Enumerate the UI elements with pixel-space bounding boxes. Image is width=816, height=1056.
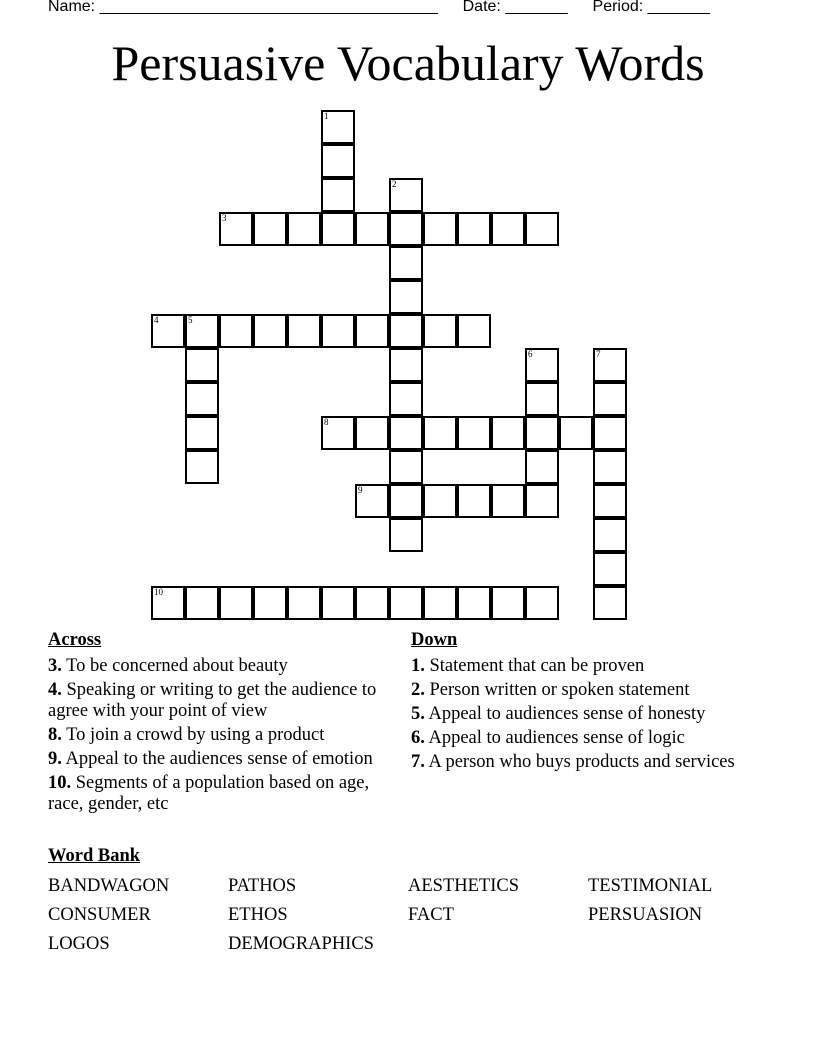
crossword-cell[interactable]	[525, 382, 559, 416]
crossword-cell[interactable]	[389, 280, 423, 314]
page-title: Persuasive Vocabulary Words	[111, 35, 705, 91]
crossword-cell[interactable]	[457, 586, 491, 620]
clue-text: Appeal to audiences sense of logic	[428, 728, 685, 748]
word-bank-item: BANDWAGON	[48, 876, 170, 896]
crossword-cell[interactable]	[355, 314, 389, 348]
cell-clue-number: 1	[324, 111, 329, 121]
crossword-cell[interactable]	[593, 484, 627, 518]
crossword-cell[interactable]	[457, 484, 491, 518]
crossword-cell[interactable]	[559, 416, 593, 450]
crossword-cell[interactable]	[355, 416, 389, 450]
period-field-label: Period: _______	[592, 0, 710, 15]
down-clues	[411, 630, 741, 776]
crossword-cell[interactable]	[525, 586, 559, 620]
clue-number: 6.	[411, 728, 425, 748]
crossword-cell[interactable]	[593, 348, 627, 382]
crossword-cell[interactable]	[185, 348, 219, 382]
clue-text: To join a crowd by using a product	[66, 725, 325, 745]
cell-clue-number: 7	[596, 349, 601, 359]
across-clues	[48, 630, 406, 818]
crossword-cell[interactable]	[185, 382, 219, 416]
crossword-cell[interactable]	[355, 586, 389, 620]
clue-number: 9.	[48, 749, 62, 769]
clue-number: 7.	[411, 752, 425, 772]
crossword-cell[interactable]	[287, 212, 321, 246]
crossword-cell[interactable]	[525, 484, 559, 518]
crossword-cell[interactable]	[593, 450, 627, 484]
down-heading: Down	[411, 630, 458, 650]
crossword-cell[interactable]	[321, 178, 355, 212]
cell-clue-number: 10	[154, 587, 163, 597]
across-clue	[48, 773, 406, 815]
crossword-cell[interactable]	[389, 586, 423, 620]
crossword-cell[interactable]	[185, 416, 219, 450]
crossword-cell[interactable]	[593, 518, 627, 552]
crossword-cell[interactable]	[287, 586, 321, 620]
word-bank-item: TESTIMONIAL	[588, 876, 713, 896]
down-clue	[411, 704, 741, 725]
down-clue	[411, 728, 741, 749]
word-bank-item: FACT	[408, 905, 454, 925]
crossword-cell[interactable]	[525, 450, 559, 484]
crossword-cell[interactable]	[253, 586, 287, 620]
crossword-cell[interactable]	[185, 450, 219, 484]
cell-clue-number: 3	[222, 213, 227, 223]
cell-clue-number: 4	[154, 315, 159, 325]
word-bank-item: DEMOGRAPHICS	[228, 934, 374, 954]
crossword-cell[interactable]	[287, 314, 321, 348]
crossword-cell[interactable]	[525, 348, 559, 382]
clue-number: 4.	[48, 680, 62, 700]
crossword-cell[interactable]	[321, 416, 355, 450]
crossword-cell[interactable]	[321, 144, 355, 178]
clue-text: Statement that can be proven	[429, 656, 645, 676]
crossword-cell[interactable]	[491, 586, 525, 620]
clue-number: 8.	[48, 725, 62, 745]
across-clue	[48, 725, 406, 746]
crossword-cell[interactable]	[423, 586, 457, 620]
crossword-cell[interactable]	[457, 212, 491, 246]
across-heading: Across	[48, 630, 102, 650]
crossword-cell[interactable]	[525, 212, 559, 246]
crossword-cell[interactable]	[389, 416, 423, 450]
clue-text: Appeal to audiences sense of honesty	[428, 704, 706, 724]
across-clue	[48, 680, 406, 722]
crossword-cell[interactable]	[389, 382, 423, 416]
crossword-cell[interactable]	[389, 246, 423, 280]
crossword-cell[interactable]	[423, 484, 457, 518]
cell-clue-number: 6	[528, 349, 533, 359]
clue-text: Person written or spoken statement	[429, 680, 690, 700]
crossword-cell[interactable]	[593, 552, 627, 586]
crossword-cell[interactable]	[423, 314, 457, 348]
crossword-cell[interactable]	[457, 416, 491, 450]
crossword-cell[interactable]	[253, 314, 287, 348]
down-clue	[411, 680, 741, 701]
crossword-cell[interactable]	[457, 314, 491, 348]
crossword-cell[interactable]	[219, 586, 253, 620]
across-clue	[48, 749, 406, 770]
crossword-cell[interactable]	[423, 212, 457, 246]
crossword-cell[interactable]	[491, 212, 525, 246]
crossword-cell[interactable]	[219, 212, 253, 246]
clue-number: 1.	[411, 656, 425, 676]
across-clue	[48, 656, 406, 677]
word-bank-item: ETHOS	[228, 905, 288, 925]
crossword-cell[interactable]	[389, 484, 423, 518]
crossword-cell[interactable]	[593, 382, 627, 416]
crossword-cell[interactable]	[491, 416, 525, 450]
crossword-cell[interactable]	[355, 484, 389, 518]
clue-text: To be concerned about beauty	[66, 656, 288, 676]
crossword-cell[interactable]	[491, 484, 525, 518]
word-bank-item: LOGOS	[48, 934, 110, 954]
word-bank-heading: Word Bank	[48, 846, 141, 866]
clue-number: 3.	[48, 656, 62, 676]
name-field-label: Name: ______________________________________	[48, 0, 438, 15]
crossword-cell[interactable]	[219, 314, 253, 348]
crossword-cell[interactable]	[389, 212, 423, 246]
crossword-cell[interactable]	[321, 212, 355, 246]
crossword-cell[interactable]	[321, 314, 355, 348]
clue-text: Appeal to the audiences sense of emotion	[65, 749, 373, 769]
crossword-cell[interactable]	[185, 314, 219, 348]
cell-clue-number: 8	[324, 417, 329, 427]
word-bank-item: AESTHETICS	[408, 876, 519, 896]
word-bank-item: PERSUASION	[588, 905, 703, 925]
clue-text: Segments of a population based on age, race, gender, etc	[48, 773, 370, 814]
crossword-cell[interactable]	[355, 212, 389, 246]
crossword-cell[interactable]	[321, 586, 355, 620]
clue-number: 2.	[411, 680, 425, 700]
crossword-cell[interactable]	[389, 178, 423, 212]
cell-clue-number: 5	[188, 315, 193, 325]
crossword-cell[interactable]	[423, 416, 457, 450]
word-bank	[48, 876, 768, 955]
crossword-cell[interactable]	[389, 518, 423, 552]
clue-text: A person who buys products and services	[428, 752, 735, 772]
date-field-label: Date: _______	[462, 0, 568, 15]
crossword-cell[interactable]	[321, 110, 355, 144]
crossword-cell[interactable]	[185, 586, 219, 620]
crossword-cell[interactable]	[525, 416, 559, 450]
cell-clue-number: 9	[358, 485, 363, 495]
crossword-cell[interactable]	[389, 450, 423, 484]
down-clue	[411, 656, 741, 677]
cell-clue-number: 2	[392, 179, 397, 189]
crossword-cell[interactable]	[593, 586, 627, 620]
clue-text: Speaking or writing to get the audience to agree with your point of view	[48, 680, 377, 721]
word-bank-item: PATHOS	[228, 876, 297, 896]
down-clue	[411, 752, 741, 773]
crossword-cell[interactable]	[151, 586, 185, 620]
word-bank-item: CONSUMER	[48, 905, 151, 925]
crossword-cell[interactable]	[389, 314, 423, 348]
crossword-cell[interactable]	[593, 416, 627, 450]
clue-number: 5.	[411, 704, 425, 724]
crossword-cell[interactable]	[151, 314, 185, 348]
crossword-cell[interactable]	[389, 348, 423, 382]
clue-number: 10.	[48, 773, 72, 793]
crossword-cell[interactable]	[253, 212, 287, 246]
